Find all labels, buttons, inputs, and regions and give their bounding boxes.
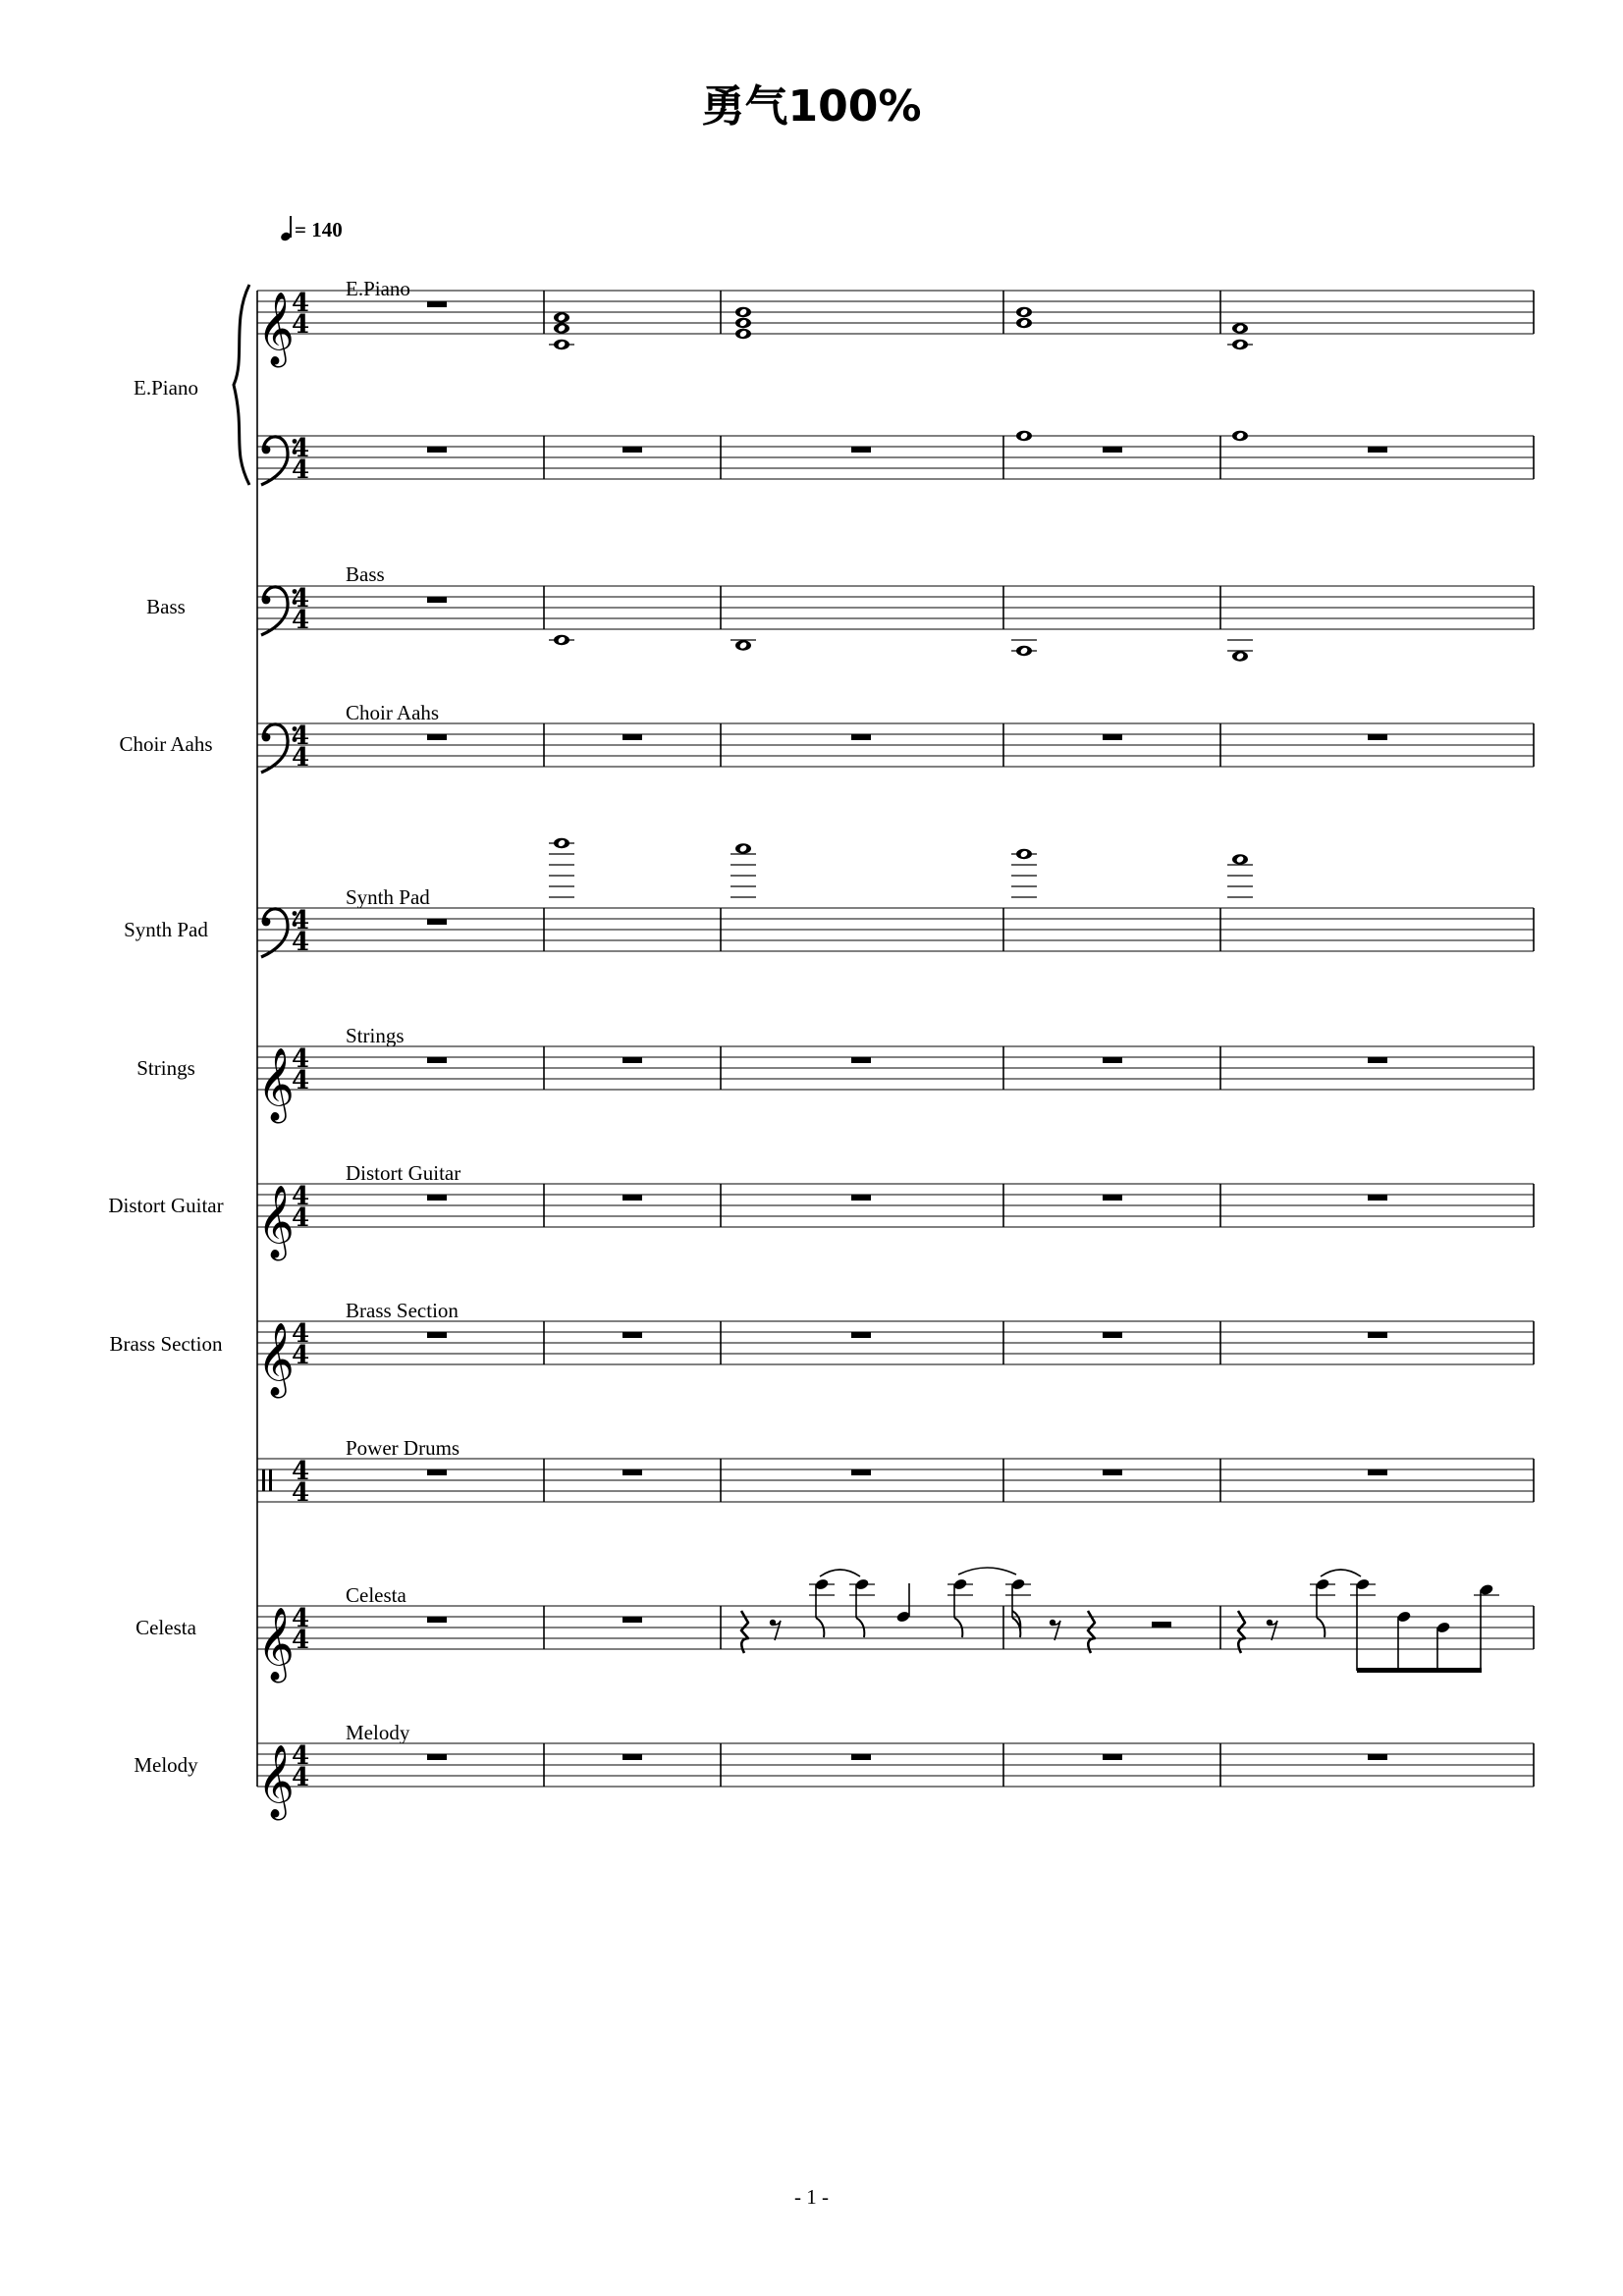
staff-label-synth: Synth Pad: [346, 885, 430, 909]
whole-rest: [851, 734, 871, 740]
note-beam: [1357, 1668, 1482, 1673]
whole-rest: [427, 1332, 447, 1338]
staff-celesta: [257, 1606, 1534, 1649]
bass-clef-curve: [261, 909, 288, 957]
chord-whole-note: [554, 323, 569, 333]
time-signature-numerator: 4: [291, 1319, 310, 1349]
whole-note: [735, 640, 751, 650]
whole-rest: [851, 447, 871, 453]
whole-rest: [427, 1057, 447, 1063]
half-rest: [1152, 1622, 1171, 1628]
time-signature-numerator: 4: [291, 289, 310, 318]
chord-whole-note: [735, 329, 751, 339]
whole-note: [554, 635, 569, 645]
tie-arc: [958, 1568, 1016, 1575]
whole-rest: [851, 1469, 871, 1475]
perc-bar: [269, 1469, 272, 1491]
time-signature-denominator: 4: [291, 743, 310, 773]
chord-whole-note: [1232, 323, 1248, 333]
whole-rest: [851, 1195, 871, 1201]
whole-note: [1016, 849, 1032, 859]
whole-note: [1232, 651, 1248, 661]
chord-whole-note: [1016, 318, 1032, 328]
whole-rest: [427, 1617, 447, 1623]
staff-choir: [257, 723, 1534, 767]
treble-clef-icon: 𝄞: [257, 1323, 295, 1396]
time-signature-denominator: 4: [291, 1626, 310, 1655]
whole-rest: [1103, 1754, 1122, 1760]
whole-rest: [1103, 447, 1122, 453]
treble-clef-icon: 𝄞: [257, 1048, 295, 1121]
whole-note: [1016, 646, 1032, 656]
eighth-rest: [1267, 1620, 1277, 1640]
time-signature-denominator: 4: [291, 1066, 310, 1095]
whole-rest: [1368, 734, 1387, 740]
treble-clef-icon: 𝄞: [257, 293, 295, 365]
instrument-name-brass: Brass Section: [109, 1332, 223, 1356]
whole-rest: [622, 1617, 642, 1623]
whole-rest: [427, 919, 447, 925]
whole-rest: [1368, 447, 1387, 453]
whole-note: [1232, 431, 1248, 441]
chord-whole-note: [554, 340, 569, 349]
staff-brass: [257, 1321, 1534, 1364]
chord-whole-note: [1232, 340, 1248, 349]
whole-rest: [622, 1469, 642, 1475]
whole-rest: [427, 1469, 447, 1475]
whole-rest: [1103, 734, 1122, 740]
staff-label-melody: Melody: [346, 1721, 410, 1744]
time-signature-denominator: 4: [291, 1341, 310, 1370]
time-signature-numerator: 4: [291, 1457, 310, 1486]
time-signature-denominator: 4: [291, 455, 310, 485]
time-signature-denominator: 4: [291, 310, 310, 340]
instrument-name-melody: Melody: [134, 1753, 198, 1777]
whole-rest: [427, 1195, 447, 1201]
chord-whole-note: [1016, 307, 1032, 317]
staff-drums: [257, 1459, 1534, 1502]
whole-rest: [1368, 1195, 1387, 1201]
tempo-value: = 140: [295, 218, 343, 241]
staff-label-celesta: Celesta: [346, 1583, 406, 1607]
perc-bar: [262, 1469, 265, 1491]
treble-clef-icon: 𝄞: [257, 1745, 295, 1818]
bass-clef-curve: [261, 587, 288, 635]
whole-rest: [1368, 1469, 1387, 1475]
whole-rest: [622, 734, 642, 740]
bass-clef-curve: [261, 437, 288, 485]
whole-rest: [622, 1332, 642, 1338]
time-signature-denominator: 4: [291, 1203, 310, 1233]
whole-rest: [1368, 1754, 1387, 1760]
whole-rest: [851, 1332, 871, 1338]
treble-clef-icon: 𝄞: [257, 1608, 295, 1681]
time-signature-denominator: 4: [291, 928, 310, 957]
bass-clef-head: [262, 733, 271, 742]
time-signature-numerator: 4: [291, 1604, 310, 1633]
score-title: 勇气100%: [701, 81, 922, 132]
treble-clef-icon: 𝄞: [257, 1186, 295, 1258]
whole-rest: [427, 1754, 447, 1760]
staff-epiano-bass: [257, 436, 1534, 479]
staff-strings: [257, 1046, 1534, 1090]
whole-note: [1016, 431, 1032, 441]
staff-guitar: [257, 1184, 1534, 1227]
instrument-name-choir: Choir Aahs: [119, 732, 213, 756]
staff-label-choir: Choir Aahs: [346, 701, 440, 724]
whole-note: [554, 838, 569, 848]
whole-rest: [622, 1754, 642, 1760]
whole-note: [735, 843, 751, 853]
staff-synth: [257, 908, 1534, 951]
eighth-rest: [1050, 1620, 1060, 1640]
whole-rest: [1103, 1469, 1122, 1475]
instrument-name-synth: Synth Pad: [124, 918, 208, 941]
whole-rest: [427, 597, 447, 603]
whole-rest: [1368, 1332, 1387, 1338]
staff-label-drums: Power Drums: [346, 1436, 460, 1460]
whole-rest: [1103, 1332, 1122, 1338]
staff-label-guitar: Distort Guitar: [346, 1161, 461, 1185]
chord-whole-note: [735, 307, 751, 317]
staff-label-strings: Strings: [346, 1024, 405, 1047]
whole-rest: [622, 1195, 642, 1201]
whole-rest: [427, 301, 447, 307]
whole-rest: [851, 1754, 871, 1760]
time-signature-numerator: 4: [291, 434, 310, 463]
time-signature-denominator: 4: [291, 1478, 310, 1508]
bass-clef-curve: [261, 724, 288, 773]
instrument-name-strings: Strings: [136, 1056, 195, 1080]
time-signature-numerator: 4: [291, 906, 310, 935]
time-signature-numerator: 4: [291, 1741, 310, 1771]
chord-whole-note: [554, 312, 569, 322]
whole-rest: [427, 734, 447, 740]
tie-arc: [820, 1570, 860, 1576]
time-signature-denominator: 4: [291, 1763, 310, 1792]
staff-label-bass: Bass: [346, 562, 385, 586]
whole-rest: [427, 447, 447, 453]
instrument-name-bass: Bass: [146, 595, 186, 618]
bass-clef-head: [262, 446, 271, 454]
time-signature-numerator: 4: [291, 1044, 310, 1074]
staff-melody: [257, 1743, 1534, 1787]
staff-label-epiano: E.Piano: [346, 277, 410, 300]
whole-rest: [622, 447, 642, 453]
tie-arc: [1321, 1570, 1361, 1576]
page-number: - 1 -: [794, 2185, 829, 2209]
instrument-name-celesta: Celesta: [135, 1616, 196, 1639]
time-signature-denominator: 4: [291, 606, 310, 635]
staff-bass: [257, 586, 1534, 629]
instrument-name-epiano: E.Piano: [134, 376, 198, 400]
whole-note: [1232, 854, 1248, 864]
eighth-rest: [770, 1620, 781, 1640]
whole-rest: [1368, 1057, 1387, 1063]
time-signature-numerator: 4: [291, 721, 310, 751]
bass-clef-head: [262, 918, 271, 927]
piano-brace-icon: [234, 285, 249, 485]
time-signature-numerator: 4: [291, 584, 310, 614]
whole-rest: [622, 1057, 642, 1063]
staff-label-brass: Brass Section: [346, 1299, 459, 1322]
staff-epiano-treble: [257, 291, 1534, 334]
time-signature-numerator: 4: [291, 1182, 310, 1211]
bass-clef-head: [262, 596, 271, 605]
whole-rest: [1103, 1195, 1122, 1201]
chord-whole-note: [735, 318, 751, 328]
instrument-name-guitar: Distort Guitar: [108, 1194, 224, 1217]
whole-rest: [1103, 1057, 1122, 1063]
whole-rest: [851, 1057, 871, 1063]
